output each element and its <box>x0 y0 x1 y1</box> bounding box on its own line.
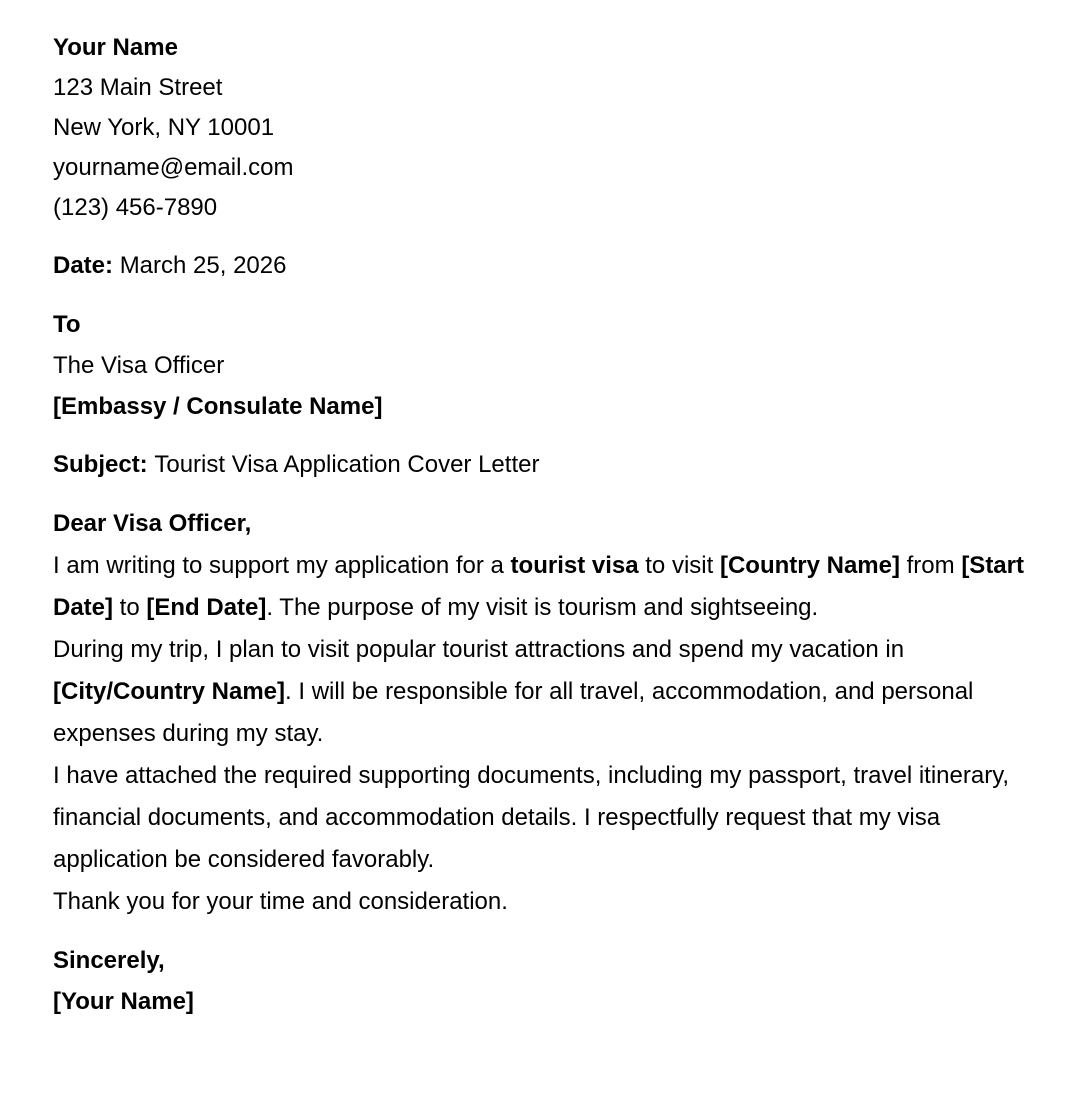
p1-segment-3: from <box>899 552 962 579</box>
recipient-heading: To <box>53 311 81 338</box>
p1-bold-tourist-visa: tourist visa <box>510 552 639 579</box>
recipient-block <box>53 304 1045 427</box>
sender-city-state-zip: New York, NY 10001 <box>53 114 275 141</box>
p3-segment-1: I have attached the required supporting documents, including my passport, travel itinerary, financial documents, and accommodation details. I respectfully request that my visa application be considered favorably. <box>53 762 1010 873</box>
body-paragraph-2 <box>53 629 1045 755</box>
sender-street: 123 Main Street <box>53 74 223 101</box>
date-block <box>53 245 1045 287</box>
p1-bold-start-date: [Start Date] <box>53 552 1024 621</box>
body-paragraph-1 <box>53 545 1045 629</box>
subject-label: Subject: <box>53 451 148 478</box>
recipient-title: The Visa Officer <box>53 352 225 379</box>
body-paragraph-4 <box>53 881 1045 923</box>
p2-bold-city-country-name: [City/Country Name] <box>53 678 286 705</box>
subject-value: Tourist Visa Application Cover Letter <box>154 451 540 478</box>
p1-segment-5: . The purpose of my visit is tourism and sightseeing. <box>266 594 819 621</box>
p1-bold-end-date: [End Date] <box>146 594 267 621</box>
sender-address-block <box>53 28 1045 228</box>
body-paragraph-3 <box>53 755 1045 881</box>
p1-segment-4: to <box>113 594 147 621</box>
subject-block <box>53 444 1045 486</box>
p2-segment-2: . I will be responsible for all travel, accommodation, and personal expenses during my stay. <box>53 678 974 747</box>
p1-bold-country-name: [Country Name] <box>719 552 900 579</box>
closing-signature-name: [Your Name] <box>53 988 194 1015</box>
p2-segment-1: During my trip, I plan to visit popular tourist attractions and spend my vacation in <box>53 636 905 663</box>
sender-name: Your Name <box>53 34 178 61</box>
p4-segment-1: Thank you for your time and consideration. <box>53 888 508 915</box>
closing-sign-off: Sincerely, <box>53 947 165 974</box>
sender-phone: (123) 456-7890 <box>53 194 218 221</box>
letter-body <box>53 28 1045 1022</box>
closing-block <box>53 940 1045 1022</box>
date-value: March 25, 2026 <box>119 252 287 279</box>
date-spacer <box>113 252 120 279</box>
p1-segment-1: I am writing to support my application for a <box>53 552 511 579</box>
date-line <box>53 245 1045 287</box>
salutation-block <box>53 503 1045 545</box>
p1-segment-2: to visit <box>638 552 720 579</box>
sender-email: yourname@email.com <box>53 154 294 181</box>
date-label: Date: <box>53 252 114 279</box>
recipient-organization: [Embassy / Consulate Name] <box>53 393 383 420</box>
salutation: Dear Visa Officer, <box>53 510 252 537</box>
subject-line <box>53 444 1045 486</box>
